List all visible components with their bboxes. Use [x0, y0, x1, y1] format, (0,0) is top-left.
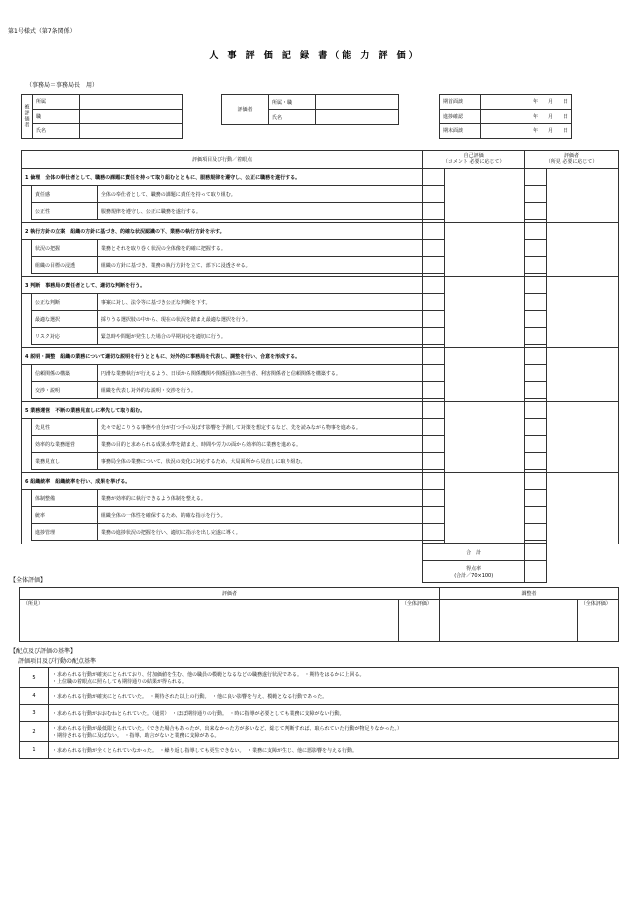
- indent-cell: [22, 240, 32, 257]
- self-score-input[interactable]: [423, 365, 445, 382]
- evaluator-comment-cell: [547, 348, 619, 365]
- evaluator-score-cell: [525, 473, 547, 490]
- evaluator-score-input[interactable]: [525, 490, 547, 507]
- item-name: 体制整備: [31, 490, 97, 507]
- evaluatee-field-label: 職: [33, 109, 80, 124]
- overall-evaluator-header: 評価者: [20, 588, 440, 600]
- indent-cell: [22, 311, 32, 328]
- self-comment-input[interactable]: [445, 524, 525, 541]
- item-description: 事務局全体の業務について、状況の変化に対応するため、大局面所から見直しに取り組む。: [97, 453, 422, 470]
- item-description: 業務の目的と求められる成果水準を踏まえ、時間や労力の面から効率的に業務を進める。: [97, 436, 422, 453]
- indent-cell: [22, 419, 32, 436]
- blank-cell: [547, 561, 619, 583]
- self-comment-input[interactable]: [445, 365, 525, 382]
- self-comment-input[interactable]: [445, 203, 525, 220]
- item-description: 採りうる選択肢の中から、現在の状況を踏まえ最適な選択を行う。: [97, 311, 422, 328]
- evaluation-table: [21, 150, 619, 583]
- item-description: 業務の進捗状況の把握を行い、適切に指示を出し完遂に導く。: [97, 524, 422, 541]
- self-eval-header: [423, 151, 525, 169]
- evaluator-comment-input[interactable]: [547, 419, 619, 436]
- interview-dates-table: [439, 94, 572, 139]
- self-score-input[interactable]: [423, 382, 445, 399]
- self-score-cell: [423, 348, 445, 365]
- section-heading: 5 業務運営 不断の業務見直しに率先して取り組む。: [22, 402, 423, 419]
- evaluator-comment-cell: [547, 402, 619, 419]
- item-name: リスク対応: [31, 328, 97, 345]
- evaluator-eval-header: [525, 151, 619, 169]
- agency-line: （事務局＝事務局長 用）: [26, 82, 99, 89]
- self-comment-input[interactable]: [445, 419, 525, 436]
- item-description: 緊急時や問題が発生した場合の早期対応を適切に行う。: [97, 328, 422, 345]
- evaluator-header-sub: （所見 必要に応じて）: [545, 158, 598, 165]
- item-description: 事案に対し、法令等に基づき公正な判断を下す。: [97, 294, 422, 311]
- overall-table: [19, 587, 619, 642]
- indent-cell: [22, 186, 32, 203]
- criteria-line: ・上位職の着眼点に照らしても期待通りの結果が得られる。: [52, 678, 188, 685]
- self-comment-input[interactable]: [445, 186, 525, 203]
- form-number: 第1号様式（第7条関係）: [8, 28, 76, 35]
- evaluator-field-label: 氏名: [269, 110, 316, 125]
- evaluator-score-cell: [525, 223, 547, 240]
- self-comment-input[interactable]: [445, 453, 525, 470]
- self-score-input[interactable]: [423, 436, 445, 453]
- self-score-cell: [423, 223, 445, 240]
- self-score-input[interactable]: [423, 240, 445, 257]
- evaluator-score-cell: [525, 402, 547, 419]
- self-score-input[interactable]: [423, 311, 445, 328]
- criteria-description: [49, 668, 619, 688]
- self-score-input[interactable]: [423, 328, 445, 345]
- evaluator-name-input[interactable]: [316, 110, 399, 125]
- score-rate-formula: (合計／70×100): [454, 572, 494, 579]
- item-description: 円滑な業務執行が行えるよう、日頃から関係機関や関係団体の担当者、利害関係者と信頼関係を構築する。: [97, 365, 422, 382]
- item-name: 組織の目標の浸透: [31, 257, 97, 274]
- self-score-input[interactable]: [423, 294, 445, 311]
- item-name: 状況の把握: [31, 240, 97, 257]
- overall-section-label: 【全体評価】: [10, 577, 47, 584]
- evaluator-comment-input[interactable]: [547, 240, 619, 257]
- evaluator-comment-input[interactable]: [547, 524, 619, 541]
- item-description: 先々で起こりうる事態や自分が打つ手の及ぼす影響を予測して対策を想定するなど、先を読みながら物事を進める。: [97, 419, 422, 436]
- evaluatee-field-label: 所属: [33, 95, 80, 110]
- indent-cell: [22, 257, 32, 274]
- evaluator-score-input[interactable]: [525, 524, 547, 541]
- indent-cell: [22, 382, 32, 399]
- indent-cell: [22, 328, 32, 345]
- evaluator-overall-grade[interactable]: （全体評価）: [398, 600, 439, 642]
- indent-cell: [22, 524, 32, 541]
- self-comment-input[interactable]: [445, 328, 525, 345]
- self-score-cell: [423, 402, 445, 419]
- item-description: 業務が効率的に執行できるよう体制を整える。: [97, 490, 422, 507]
- page-title: 人 事 評 価 記 録 書（能 力 評 価）: [209, 51, 421, 61]
- self-comment-cell: [445, 402, 525, 419]
- self-comment-input[interactable]: [445, 382, 525, 399]
- evaluator-score-input[interactable]: [525, 365, 547, 382]
- evaluator-score-input[interactable]: [525, 328, 547, 345]
- evaluator-comment-input[interactable]: [547, 453, 619, 470]
- evaluator-label: 評価者: [222, 95, 269, 125]
- item-name: 責任感: [31, 186, 97, 203]
- evaluatee-table: [21, 94, 183, 139]
- item-description: 組織全体の一体性を確保するため、的確な指示を行う。: [97, 507, 422, 524]
- criteria-score: 4: [20, 688, 49, 705]
- evaluator-score-cell: [525, 277, 547, 294]
- self-comment-cell: [445, 277, 525, 294]
- item-description: 組織を代表し対外的な説明・交渉を行う。: [97, 382, 422, 399]
- self-comment-cell: [445, 348, 525, 365]
- criteria-description: [49, 688, 619, 705]
- blank-cell: [547, 544, 619, 561]
- self-score-input[interactable]: [423, 257, 445, 274]
- evaluator-comment-input[interactable]: [547, 294, 619, 311]
- item-name: 公正な判断: [31, 294, 97, 311]
- criteria-description: [49, 742, 619, 759]
- evaluator-score-input[interactable]: [525, 382, 547, 399]
- evaluator-comment-input[interactable]: [547, 203, 619, 220]
- self-score-input[interactable]: [423, 490, 445, 507]
- evaluator-comment-input[interactable]: [547, 311, 619, 328]
- self-score-input[interactable]: [423, 203, 445, 220]
- criteria-line: ・期待される行動に及ばない。 ・指導、助言がないと業務に支障がある。: [52, 732, 220, 739]
- self-comment-cell: [445, 473, 525, 490]
- self-eval-header-label: 自己評価: [463, 153, 484, 159]
- self-score-input[interactable]: [423, 453, 445, 470]
- indent-cell: [22, 203, 32, 220]
- item-name: 統率: [31, 507, 97, 524]
- criteria-description: [49, 705, 619, 722]
- blank-cell: [22, 561, 423, 583]
- self-comment-input[interactable]: [445, 240, 525, 257]
- evaluator-score-input[interactable]: [525, 507, 547, 524]
- criteria-line: ・求められる行動が最低限とられていた。（できた場合もあったが、出来なかった方が多いなど、総じて判断すれば、取られていた行動が物足りなかった。）: [52, 725, 402, 732]
- evaluator-table: [221, 94, 399, 125]
- date-value[interactable]: 年 月 日: [481, 95, 572, 110]
- section-heading: 1 倫理 全体の奉仕者として、職務の課題に責任を持って取り組むとともに、服務規律を遵守し、公正に職務を遂行する。: [22, 169, 423, 186]
- item-name: 先見性: [31, 419, 97, 436]
- indent-cell: [22, 507, 32, 524]
- indent-cell: [22, 453, 32, 470]
- self-score-cell: [423, 277, 445, 294]
- indent-cell: [22, 436, 32, 453]
- item-name: 交渉・説明: [31, 382, 97, 399]
- self-comment-input[interactable]: [445, 294, 525, 311]
- evaluator-comment-input[interactable]: [547, 186, 619, 203]
- evaluator-comment-cell: [547, 169, 619, 186]
- self-eval-header-sub: （コメント 必要に応じて）: [442, 158, 505, 165]
- date-value[interactable]: 年 月 日: [481, 109, 572, 124]
- total-score-input[interactable]: [525, 544, 547, 561]
- self-comment-input[interactable]: [445, 311, 525, 328]
- evaluator-score-input[interactable]: [525, 257, 547, 274]
- criteria-score: 1: [20, 742, 49, 759]
- evaluator-score-cell: [525, 169, 547, 186]
- evaluator-comment-input[interactable]: [547, 436, 619, 453]
- self-score-input[interactable]: [423, 524, 445, 541]
- criteria-score: 5: [20, 668, 49, 688]
- blank-cell: [22, 544, 423, 561]
- evaluatee-label: 被評価者: [22, 95, 33, 139]
- score-rate-title: 得点率: [466, 565, 482, 572]
- evaluator-comment-input[interactable]: [547, 382, 619, 399]
- self-comment-cell: [445, 169, 525, 186]
- total-label: 合 計: [423, 544, 525, 561]
- date-label: 期首面談: [440, 95, 481, 110]
- section-heading: 2 執行方針の立案 組織の方針に基づき、的確な状況認識の下、業務の執行方針を示す。: [22, 223, 423, 240]
- item-description: 組織の方針に基づき、業務の執行方針を立て、部下に浸透させる。: [97, 257, 422, 274]
- criteria-section-label: 【配点及び評価の基準】: [10, 648, 77, 655]
- item-description: 業務とそれを取り巻く状況の全体像を的確に把握する。: [97, 240, 422, 257]
- criteria-line: ・求められる行動がおおむねとられていた。（通常） ・ほぼ期待通りの行動。 ・時に指導が必要としても業務に支障がない行動。: [52, 710, 345, 717]
- item-description: 全体の奉仕者として、職務の課題に責任を持って取り組む。: [97, 186, 422, 203]
- criteria-score: 2: [20, 722, 49, 742]
- self-comment-input[interactable]: [445, 257, 525, 274]
- evaluator-field-label: 所属・職: [269, 95, 316, 110]
- evaluator-findings[interactable]: （所見）: [20, 600, 399, 642]
- section-heading: 3 判断 事務局の責任者として、適切な判断を行う。: [22, 277, 423, 294]
- item-name: 最適な選択: [31, 311, 97, 328]
- overall-adjuster-header: 調整者: [440, 588, 619, 600]
- item-name: 公正性: [31, 203, 97, 220]
- self-score-cell: [423, 169, 445, 186]
- evaluator-comment-input[interactable]: [547, 328, 619, 345]
- score-rate-label: [423, 561, 525, 583]
- criteria-description: [49, 722, 619, 742]
- evaluator-score-input[interactable]: [525, 203, 547, 220]
- adjuster-findings[interactable]: [440, 600, 578, 642]
- evaluator-score-input[interactable]: [525, 453, 547, 470]
- section-heading: 4 説明・調整 組織の業務について適切な説明を行うとともに、対外的に事務局を代表し、調整を行い、合意を形成する。: [22, 348, 423, 365]
- adjuster-overall-grade[interactable]: （全体評価）: [577, 600, 618, 642]
- date-label: 進捗確認: [440, 109, 481, 124]
- items-header: 評価項目及び行動／着眼点: [22, 151, 423, 169]
- self-score-cell: [423, 473, 445, 490]
- criteria-line: ・求められる行動が全くとられていなかった。 ・繰り返し指導しても更生できない。 ・業務に支障が生じ、他に悪影響を与える行動。: [52, 747, 358, 754]
- self-score-input[interactable]: [423, 507, 445, 524]
- item-name: 効率的な業務運営: [31, 436, 97, 453]
- evaluator-comment-input[interactable]: [547, 365, 619, 382]
- self-score-input[interactable]: [423, 186, 445, 203]
- evaluator-comment-input[interactable]: [547, 257, 619, 274]
- item-name: 信頼関係の構築: [31, 365, 97, 382]
- date-value[interactable]: 年 月 日: [481, 124, 572, 139]
- evaluatee-affiliation-input[interactable]: [80, 95, 183, 110]
- evaluator-comment-cell: [547, 473, 619, 490]
- evaluator-score-input[interactable]: [525, 294, 547, 311]
- item-name: 進捗管理: [31, 524, 97, 541]
- evaluator-comment-input[interactable]: [547, 507, 619, 524]
- self-comment-cell: [445, 223, 525, 240]
- indent-cell: [22, 490, 32, 507]
- criteria-line: ・求められる行動が確実にとられていた。 ・期待された以上の行動。 ・他に良い影響を与え、模範となる行動であった。: [52, 693, 328, 700]
- criteria-line: ・求められる行動が確実にとられており、付加価値を生む、他の職員の模範となるなどの職務遂行状況である。 ・期待をはるかに上回る。: [52, 671, 365, 678]
- evaluatee-name-input[interactable]: [80, 124, 183, 139]
- evaluator-affiliation-input[interactable]: [316, 95, 399, 110]
- self-comment-input[interactable]: [445, 490, 525, 507]
- criteria-score: 3: [20, 705, 49, 722]
- self-comment-input[interactable]: [445, 436, 525, 453]
- item-name: 業務見直し: [31, 453, 97, 470]
- evaluatee-position-input[interactable]: [80, 109, 183, 124]
- evaluatee-field-label: 氏名: [33, 124, 80, 139]
- evaluator-score-input[interactable]: [525, 311, 547, 328]
- evaluator-comment-cell: [547, 277, 619, 294]
- evaluator-score-input[interactable]: [525, 436, 547, 453]
- evaluator-score-input[interactable]: [525, 186, 547, 203]
- score-rate-input[interactable]: [525, 561, 547, 583]
- criteria-table: [19, 667, 619, 759]
- self-comment-input[interactable]: [445, 507, 525, 524]
- date-label: 期末面談: [440, 124, 481, 139]
- evaluator-header-label: 評価者: [564, 153, 580, 159]
- evaluator-comment-cell: [547, 223, 619, 240]
- evaluator-score-input[interactable]: [525, 240, 547, 257]
- item-description: 服務規律を遵守し、公正に職務を遂行する。: [97, 203, 422, 220]
- indent-cell: [22, 365, 32, 382]
- evaluator-comment-input[interactable]: [547, 490, 619, 507]
- indent-cell: [22, 294, 32, 311]
- self-score-input[interactable]: [423, 419, 445, 436]
- section-heading: 6 組織統率 組織統率を行い、成果を挙げる。: [22, 473, 423, 490]
- evaluator-score-cell: [525, 348, 547, 365]
- evaluator-score-input[interactable]: [525, 419, 547, 436]
- criteria-subtitle: 評価項目及び行動の配点基準: [18, 658, 97, 665]
